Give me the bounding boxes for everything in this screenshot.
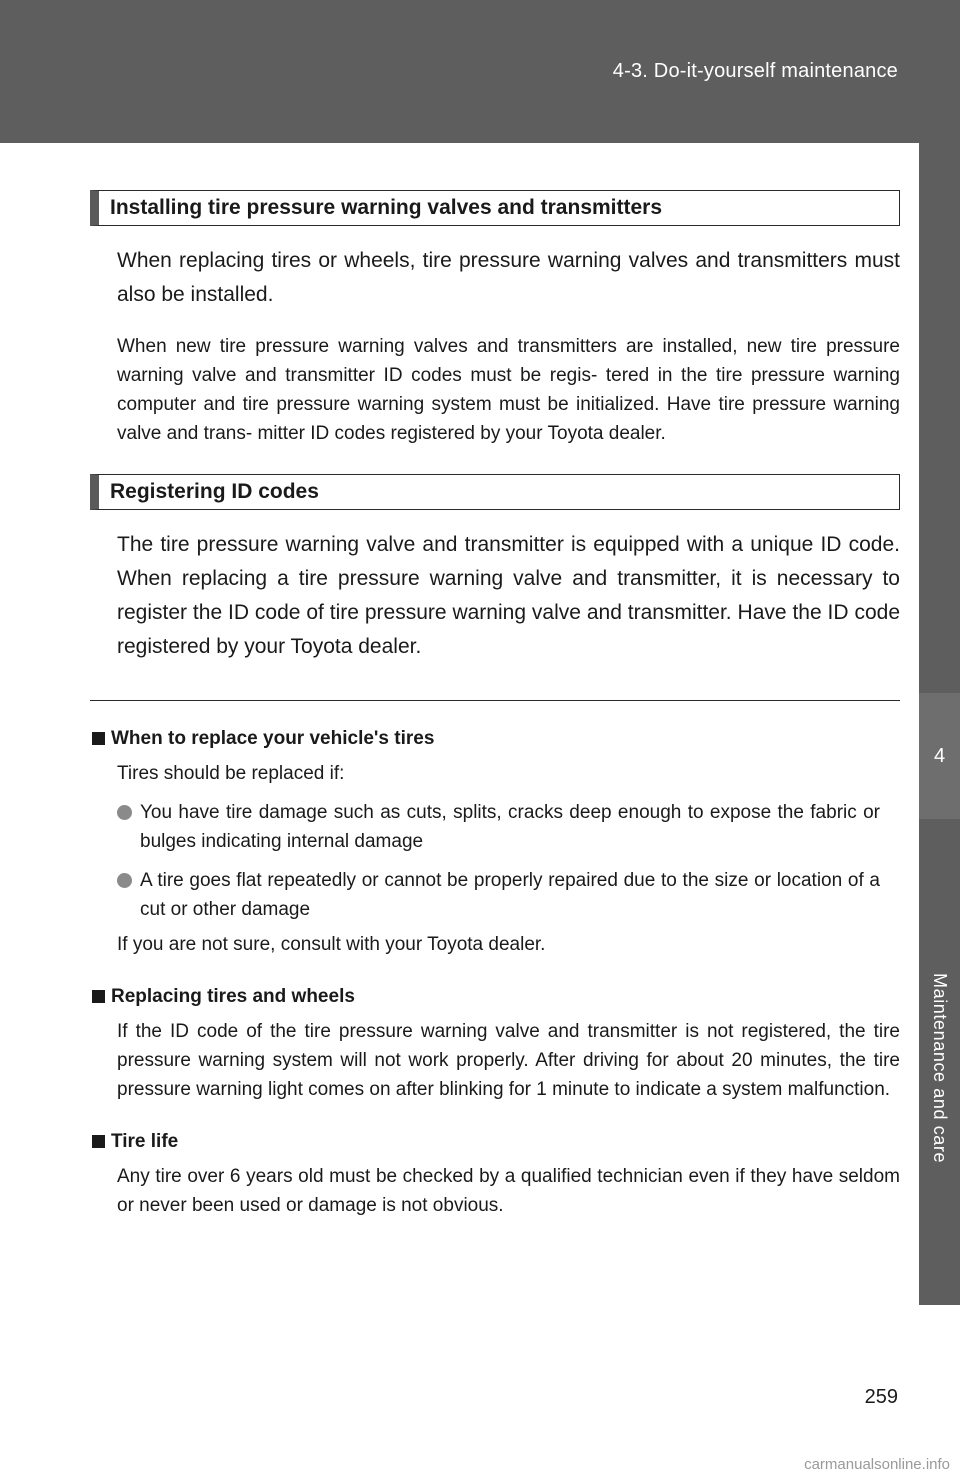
section-lead-registering: The tire pressure warning valve and transmitter is equipped with a unique ID code. When replacing a tire pressure warning valve and transmitter, it is necessary to register the ID code of tire pressure warning valve and transmitter. Have the ID code registered by your Toyota dealer. bbox=[117, 533, 900, 658]
page-number: 259 bbox=[864, 1386, 898, 1408]
note-title-tire-life bbox=[90, 1127, 900, 1156]
note-text-replacing-wheels: If the ID code of the tire pressure warning valve and transmitter is not registered, the tire pressure warning system will not work properly. After driving for about 20 minutes, the tire pressure warning light comes on after blinking for 1 minute to indicate a system malfunction. bbox=[117, 1021, 900, 1100]
square-bullet-icon bbox=[92, 990, 105, 1003]
section-label: 4-3. Do-it-yourself maintenance bbox=[612, 60, 898, 82]
list-item-text: A tire goes flat repeatedly or cannot be properly repaired due to the size or location of a cut or other damage bbox=[140, 870, 880, 920]
page-content bbox=[90, 190, 900, 1220]
note-intro: Tires should be replaced if: bbox=[117, 763, 345, 784]
note-title-replacing-wheels bbox=[90, 982, 900, 1011]
section-heading-registering: Registering ID codes bbox=[90, 474, 900, 510]
circle-bullet-icon bbox=[117, 805, 132, 820]
chapter-number: 4 bbox=[919, 693, 960, 819]
circle-bullet-icon bbox=[117, 873, 132, 888]
section-heading-installing: Installing tire pressure warning valves and transmitters bbox=[90, 190, 900, 226]
watermark: carmanualsonline.info bbox=[804, 1456, 950, 1473]
header-band bbox=[0, 0, 960, 143]
chapter-side-tab bbox=[919, 143, 960, 1305]
note-text-tire-life: Any tire over 6 years old must be checked by a qualified technician even if they have seldom or never been used or damage is not obvious. bbox=[117, 1166, 900, 1216]
note-title-replace-tires bbox=[90, 724, 900, 753]
note-title-text: Tire life bbox=[111, 1131, 179, 1152]
list-item bbox=[117, 866, 900, 924]
square-bullet-icon bbox=[92, 1135, 105, 1148]
note-title-text: Replacing tires and wheels bbox=[111, 986, 355, 1007]
chapter-title: Maintenance and care bbox=[930, 973, 950, 1164]
note-outro: If you are not sure, consult with your Toyota dealer. bbox=[117, 934, 546, 955]
list-item bbox=[117, 798, 900, 856]
note-title-text: When to replace your vehicle's tires bbox=[111, 728, 435, 749]
divider-rule bbox=[90, 700, 900, 701]
section-detail-installing: When new tire pressure warning valves and transmitters are installed, new tire pressure warning valve and transmitter ID codes must be regis- tered in the tire pressure warning computer and tire pressure warning system must be initialized. Have tire pressure warning valve and trans- mitter ID codes registered by your Toyota dealer. bbox=[117, 336, 900, 444]
list-item-text: You have tire damage such as cuts, splits, cracks deep enough to expose the fabric or bulges indicating internal damage bbox=[140, 802, 880, 852]
section-lead-installing: When replacing tires or wheels, tire pressure warning valves and transmitters must also be installed. bbox=[117, 249, 900, 306]
square-bullet-icon bbox=[92, 732, 105, 745]
